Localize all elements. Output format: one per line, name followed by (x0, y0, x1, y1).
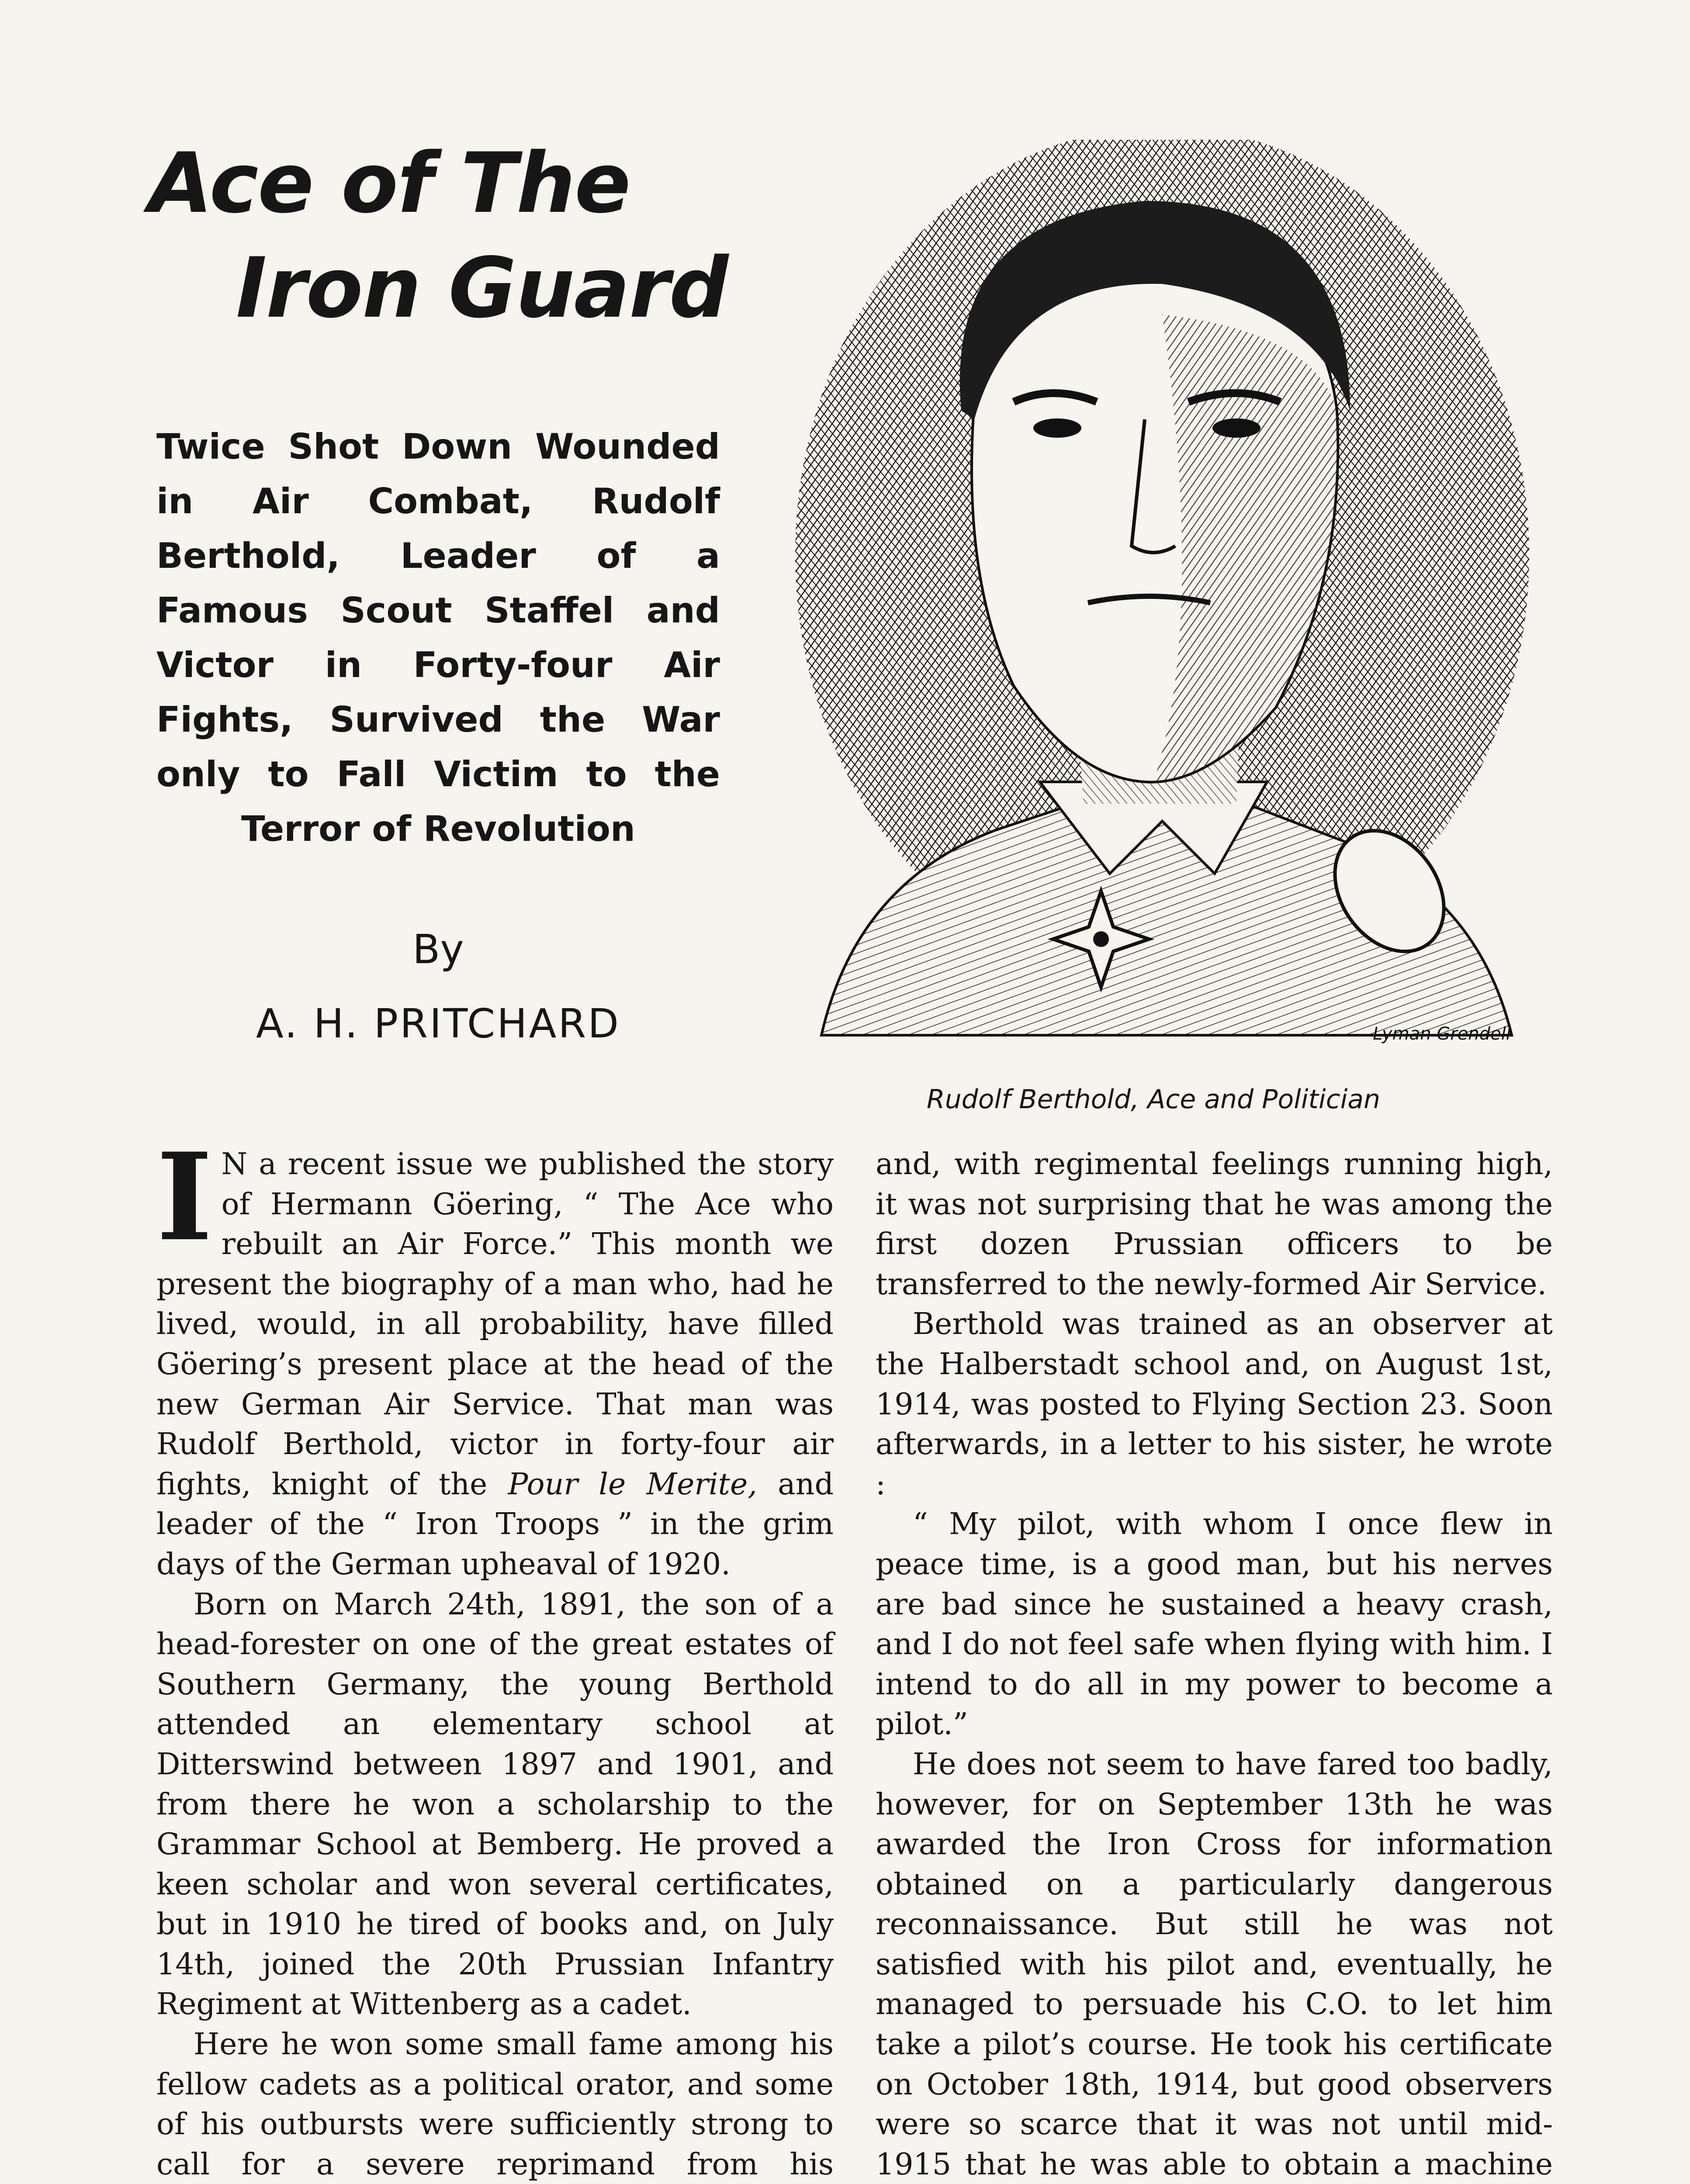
portrait-illustration (769, 140, 1542, 1070)
article-title (149, 131, 760, 341)
paragraph: Born on March 24th, 1891, the son of a head-forester on one of the great estates of Southern Germany, the young Berthold attended an elementary school at Ditterswind between 1897 and 1901, and from there he won a scholarship to the Grammar School at Bemberg. He proved a keen scholar and won several certificates, but in 1910 he tired of books and, on July 14th, joined the 20th Prussian Infantry Regiment at Wittenberg as a cadet. (156, 1587, 834, 2022)
paragraph: Berthold was trained as an observer at the Halberstadt school and, on August 1st, 1914, was posted to Flying Section 23. Soon afterwards, in a letter to his sister, he wrote : (876, 1307, 1553, 1502)
drop-cap: I (156, 1127, 213, 1268)
paragraph-text: N a recent issue we published the story of Hermann Göering, “ The Ace who rebuilt an Air Force.” This month we present the biography of a man who, had he lived, would, in all probability, have filled Göering’s present place at the head of the new German Air Service. That man was Rudolf Berthold, victor in forty-four air fights, knight of the (156, 1147, 834, 1502)
paragraph-text: and leader of the “ Iron Troops ” in the grim days of the German upheaval of 1920. (156, 1467, 834, 1582)
paragraph: Here he won some small fame among his fellow cadets as a political orator, and some of his outbursts were sufficiently strong to call for a severe reprimand from his (156, 2027, 834, 2182)
article-deck: Twice Shot Down Wounded in Air Combat, Rudolf Berthold, Leader of a Famous Scout Staffel and Victor in Forty-four Air Fights, Survived the War only to Fall Victim to the Terror of Revolution (156, 426, 720, 849)
paragraph (156, 1127, 834, 1585)
italic-term: Pour le Merite, (508, 1467, 757, 1502)
illustration-caption: Rudolf Berthold, Ace and Politician (926, 1084, 1381, 1115)
body-column-right (876, 1144, 1553, 2184)
paragraph: He does not seem to have fared too badly, however, for on September 13th he was awarded the Iron Cross for information obtained on a particularly dangerous reconnaissance. But still he was not satisfied with his pilot and, eventually, he managed to persuade his C.O. to let him take a pilot’s course. He took his certificate on October 18th, 1914, but good observers were so scarce that it was not until mid-1915 that he was able to obtain a machine (876, 1747, 1553, 2182)
title-line-2: Iron Guard (236, 240, 728, 336)
title-line-1: Ace of The (149, 135, 630, 232)
artist-signature: Lyman Grendell (1373, 1024, 1511, 1044)
paragraph: “ My pilot, with whom I once flew in peace time, is a good man, but his nerves are bad since he sustained a heavy crash, and I do not feel safe when flying with him. I intend to do all in my power to become a pilot.” (876, 1507, 1553, 1742)
byline-author: A. H. PRITCHARD (256, 1000, 621, 1047)
byline-by: By (412, 926, 464, 973)
paragraph: and, with regimental feelings running high, it was not surprising that he was among the first dozen Prussian officers to be transferred to the newly-formed Air Service. (876, 1147, 1553, 1302)
body-column-left (156, 1127, 834, 2184)
